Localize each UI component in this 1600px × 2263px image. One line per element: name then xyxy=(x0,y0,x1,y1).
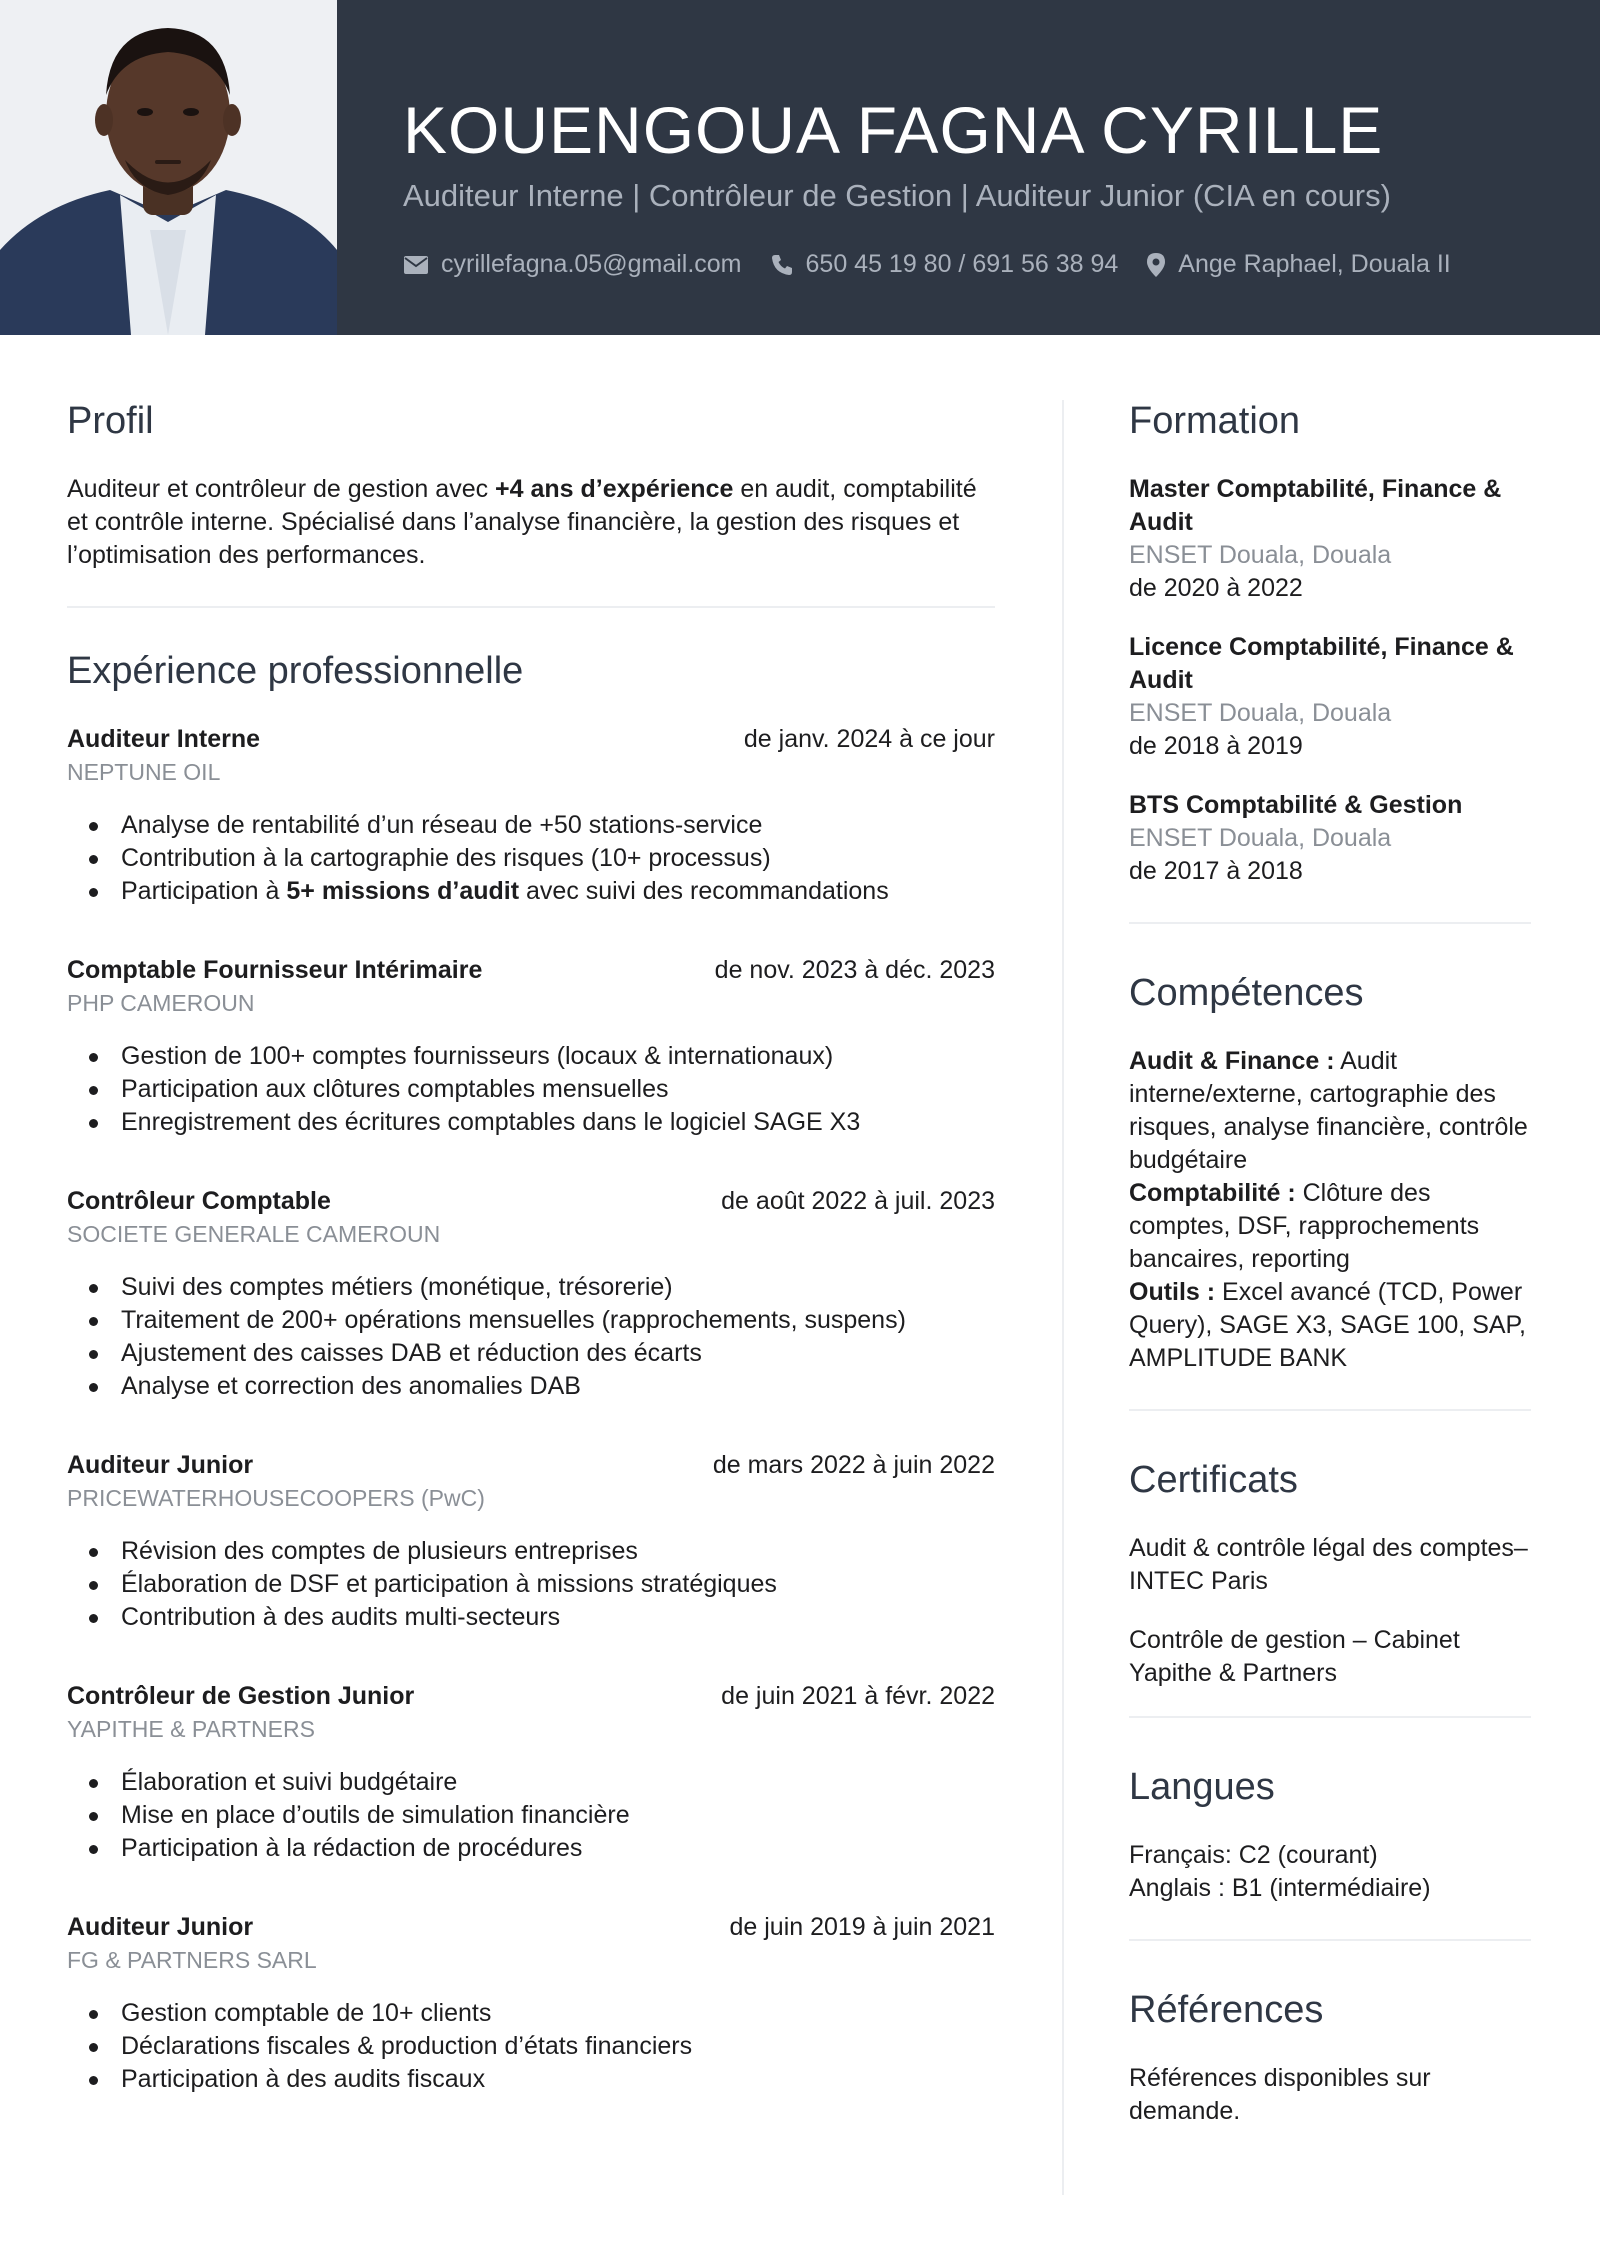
langues-heading: Langues xyxy=(1129,1766,1275,1808)
profile-heading: Profil xyxy=(67,400,154,442)
bullet-text: Participation à des audits fiscaux xyxy=(121,2065,486,2093)
formation-dates: de 2018 à 2019 xyxy=(1129,732,1303,760)
bullet-text: Gestion de 100+ comptes fournisseurs (locaux & internationaux) xyxy=(121,1042,834,1070)
section-divider xyxy=(1129,1409,1531,1411)
bullet-item xyxy=(67,1997,995,2030)
job-bullets xyxy=(67,1997,995,2096)
contact-location-text: Ange Raphael, Douala II xyxy=(1178,250,1451,278)
bullet-item xyxy=(67,1535,995,1568)
certificats-heading: Certificats xyxy=(1129,1459,1298,1501)
bullet-text: Déclarations fiscales & production d’états financiers xyxy=(121,2032,693,2060)
formation-school: ENSET Douala, Douala xyxy=(1129,824,1392,852)
bullet-text: Participation à xyxy=(121,877,287,905)
job-header xyxy=(67,954,995,987)
contact-email-text: cyrillefagna.05@gmail.com xyxy=(441,250,742,278)
bullet-item xyxy=(67,1601,995,1634)
competence-label: Comptabilité : xyxy=(1129,1179,1296,1207)
job-company: PHP CAMEROUN xyxy=(67,990,255,1016)
bullet-item xyxy=(67,1337,995,1370)
job-subtitle: Auditeur Interne | Contrôleur de Gestion | Auditeur Junior (CIA en cours) xyxy=(403,178,1391,213)
formation-item xyxy=(1129,473,1531,605)
profile-text-highlight: +4 ans d’expérience xyxy=(495,475,734,503)
job-title: Contrôleur Comptable xyxy=(67,1187,331,1215)
job-dates: de août 2022 à juil. 2023 xyxy=(721,1187,995,1215)
job-header xyxy=(67,723,995,756)
job-dates: de juin 2019 à juin 2021 xyxy=(729,1913,995,1941)
job-bullets xyxy=(67,809,995,908)
section-divider xyxy=(67,606,995,608)
bullet-item xyxy=(67,1370,995,1403)
bullet-item xyxy=(67,875,995,908)
langue-item: Français: C2 (courant) xyxy=(1129,1841,1378,1869)
job-header xyxy=(67,1449,995,1482)
bullet-item xyxy=(67,1304,995,1337)
job-title: Auditeur Interne xyxy=(67,725,261,753)
competence-item xyxy=(1129,1177,1531,1276)
bullet-item xyxy=(67,842,995,875)
bullet-text: Élaboration et suivi budgétaire xyxy=(121,1768,458,1796)
bullet-text: Mise en place d’outils de simulation financière xyxy=(121,1801,630,1829)
bullet-text: Traitement de 200+ opérations mensuelles (rapprochements, suspens) xyxy=(121,1306,906,1334)
competence-text: Excel avancé (TCD, Power Query), SAGE X3, SAGE 100, SAP, AMPLITUDE BANK xyxy=(1129,1278,1526,1372)
competence-item xyxy=(1129,1045,1531,1177)
formation-dates: de 2017 à 2018 xyxy=(1129,857,1303,885)
bullet-text: Révision des comptes de plusieurs entreprises xyxy=(121,1537,638,1565)
profile-text-start: Auditeur et contrôleur de gestion avec xyxy=(67,475,496,503)
job-title: Auditeur Junior xyxy=(67,1913,254,1941)
formation-item xyxy=(1129,789,1531,888)
references-text: Références disponibles sur demande. xyxy=(1129,2064,1431,2125)
job-company: PRICEWATERHOUSECOOPERS (PwC) xyxy=(67,1485,485,1511)
job-dates: de janv. 2024 à ce jour xyxy=(743,725,995,753)
job-bullets xyxy=(67,1040,995,1139)
section-divider xyxy=(1129,1716,1531,1718)
contact-phone-text: 650 45 19 80 / 691 56 38 94 xyxy=(805,250,1119,278)
formation-school: ENSET Douala, Douala xyxy=(1129,699,1392,727)
header xyxy=(0,0,1600,335)
formation-heading: Formation xyxy=(1129,400,1301,442)
competence-label: Outils : xyxy=(1129,1278,1216,1306)
bullet-item xyxy=(67,809,995,842)
contact-location xyxy=(1146,250,1450,279)
job-entry xyxy=(67,954,995,1139)
section-divider xyxy=(1129,1939,1531,1941)
portrait-illustration xyxy=(0,0,337,335)
bullet-text: Contribution à des audits multi-secteurs xyxy=(121,1603,561,1631)
job-bullets xyxy=(67,1766,995,1865)
contact-phone[interactable] xyxy=(770,250,1119,279)
job-company: SOCIETE GENERALE CAMEROUN xyxy=(67,1221,441,1247)
bullet-item xyxy=(67,1832,995,1865)
job-entry xyxy=(67,1680,995,1865)
bullet-item xyxy=(67,1799,995,1832)
formation-list xyxy=(1129,473,1531,888)
job-entry xyxy=(67,1449,995,1634)
competence-label: Audit & Finance : xyxy=(1129,1047,1335,1075)
formation-degree: BTS Comptabilité & Gestion xyxy=(1129,791,1463,819)
certificats-list xyxy=(1129,1532,1531,1690)
bullet-highlight: 5+ missions d’audit xyxy=(286,877,520,905)
bullet-item xyxy=(67,1766,995,1799)
bullet-text: Ajustement des caisses DAB et réduction des écarts xyxy=(121,1339,702,1367)
job-bullets xyxy=(67,1271,995,1403)
competences-heading: Compétences xyxy=(1129,972,1364,1014)
certificat-item: Audit & contrôle légal des comptes– INTEC Paris xyxy=(1129,1534,1528,1595)
job-header xyxy=(67,1185,995,1218)
job-entry xyxy=(67,1911,995,2096)
profile-text-end: en audit, comptabilité et contrôle interne. Spécialisé dans l’analyse financière, la gestion des risques et l’optimisation des performances. xyxy=(67,475,977,569)
formation-degree: Licence Comptabilité, Finance & Audit xyxy=(1129,633,1514,694)
formation-item xyxy=(1129,631,1531,763)
job-header xyxy=(67,1911,995,1944)
competence-text: Clôture des comptes, DSF, rapprochements bancaires, reporting xyxy=(1129,1179,1480,1273)
bullet-text: Analyse de rentabilité d’un réseau de +50 stations-service xyxy=(121,811,763,839)
main-column xyxy=(67,400,995,2142)
candidate-name: KOUENGOUA FAGNA CYRILLE xyxy=(403,93,1384,167)
job-title: Auditeur Junior xyxy=(67,1451,254,1479)
job-company: FG & PARTNERS SARL xyxy=(67,1947,317,1973)
bullet-item xyxy=(67,2063,995,2096)
job-dates: de nov. 2023 à déc. 2023 xyxy=(714,956,995,984)
job-dates: de juin 2021 à févr. 2022 xyxy=(721,1682,995,1710)
bullet-item xyxy=(67,1073,995,1106)
job-dates: de mars 2022 à juin 2022 xyxy=(712,1451,995,1479)
job-header xyxy=(67,1680,995,1713)
formation-degree: Master Comptabilité, Finance & Audit xyxy=(1129,475,1502,536)
bullet-item xyxy=(67,1106,995,1139)
job-title: Comptable Fournisseur Intérimaire xyxy=(67,956,483,984)
competences-list xyxy=(1129,1045,1531,1375)
section-divider xyxy=(1129,922,1531,924)
header-banner xyxy=(337,0,1600,335)
bullet-text: Participation à la rédaction de procédures xyxy=(121,1834,583,1862)
job-company: YAPITHE & PARTNERS xyxy=(67,1716,315,1742)
profile-summary xyxy=(67,473,995,572)
bullet-text: Enregistrement des écritures comptables dans le logiciel SAGE X3 xyxy=(121,1108,861,1136)
experience-list xyxy=(67,723,995,2096)
bullet-item xyxy=(67,1040,995,1073)
bullet-text: Élaboration de DSF et participation à missions stratégiques xyxy=(121,1570,777,1598)
envelope-icon xyxy=(403,255,429,275)
langue-item: Anglais : B1 (intermédiaire) xyxy=(1129,1874,1431,1902)
bullet-text: Analyse et correction des anomalies DAB xyxy=(121,1372,581,1400)
bullet-item xyxy=(67,1568,995,1601)
contact-list xyxy=(403,250,1479,279)
column-divider xyxy=(1062,400,1064,2195)
competence-item xyxy=(1129,1276,1531,1375)
certificat-item: Contrôle de gestion – Cabinet Yapithe & Partners xyxy=(1129,1626,1460,1687)
contact-email[interactable] xyxy=(403,250,742,279)
bullet-text: Suivi des comptes métiers (monétique, trésorerie) xyxy=(121,1273,673,1301)
bullet-text: Contribution à la cartographie des risques (10+ processus) xyxy=(121,844,771,872)
formation-school: ENSET Douala, Douala xyxy=(1129,541,1392,569)
profile-photo xyxy=(0,0,337,335)
bullet-item xyxy=(67,2030,995,2063)
references-heading: Références xyxy=(1129,1989,1324,2031)
bullet-item xyxy=(67,1271,995,1304)
experience-heading: Expérience professionnelle xyxy=(67,650,524,692)
bullet-text: Participation aux clôtures comptables mensuelles xyxy=(121,1075,669,1103)
job-title: Contrôleur de Gestion Junior xyxy=(67,1682,415,1710)
job-bullets xyxy=(67,1535,995,1634)
job-entry xyxy=(67,723,995,908)
phone-icon xyxy=(770,253,794,277)
langues-list xyxy=(1129,1839,1531,1905)
job-company: NEPTUNE OIL xyxy=(67,759,221,785)
formation-dates: de 2020 à 2022 xyxy=(1129,574,1303,602)
bullet-text: Gestion comptable de 10+ clients xyxy=(121,1999,492,2027)
location-pin-icon xyxy=(1146,252,1166,278)
job-entry xyxy=(67,1185,995,1403)
competence-text: Audit interne/externe, cartographie des risques, analyse financière, contrôle budgétaire xyxy=(1129,1047,1528,1174)
bullet-text-end: avec suivi des recommandations xyxy=(519,877,889,905)
sidebar-column xyxy=(1129,400,1531,2128)
